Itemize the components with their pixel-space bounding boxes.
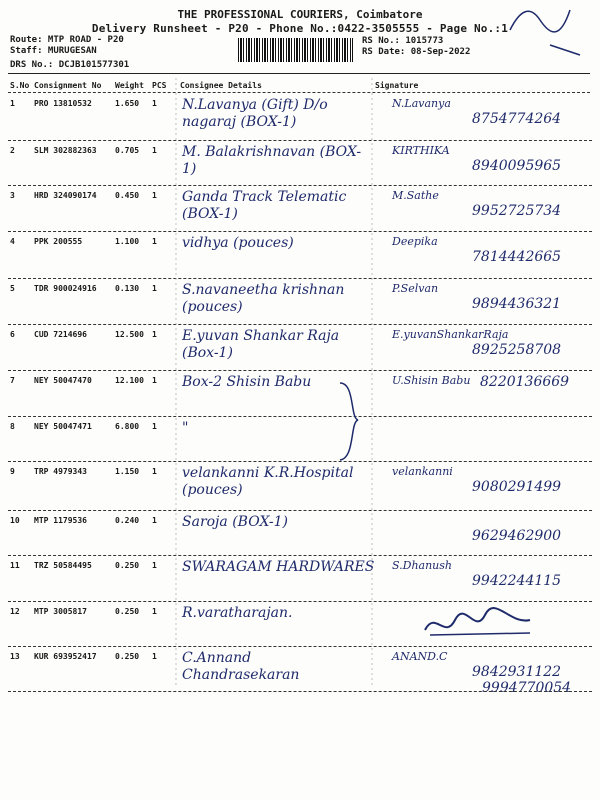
row-phone: 9629462900 — [472, 528, 562, 544]
row-sno: 12 — [10, 607, 20, 616]
col-consignment: Consignment No — [34, 81, 102, 90]
row-consignee-handwritten: N.Lavanya (Gift) D/o nagaraj (BOX-1) — [182, 97, 328, 130]
row-sno: 7 — [10, 376, 15, 385]
row-phone-2: 9994770054 — [482, 680, 572, 696]
row-sno: 1 — [10, 99, 15, 108]
row-consignee-handwritten: M. Balakrishnavan (BOX-1) — [182, 144, 362, 177]
corner-pen-mark — [500, 0, 590, 60]
row-consignment-no: PRO 13810532 — [34, 99, 92, 108]
row-phone: 9080291499 — [472, 479, 562, 495]
row-signature: M.Sathe — [392, 189, 439, 202]
row-pcs: 1 — [152, 607, 157, 616]
row-consignee-handwritten: velankanni K.R.Hospital (pouces) — [182, 465, 354, 498]
row-consignee-handwritten: Ganda Track Telematic (BOX-1) — [182, 189, 347, 222]
row-consignee-handwritten: C.Annand Chandrasekaran — [182, 650, 300, 683]
row-phone: 9952725734 — [472, 203, 562, 219]
row-sno: 11 — [10, 561, 20, 570]
row-phone: 8940095965 — [472, 158, 562, 174]
row-consignee-handwritten: " — [182, 420, 189, 436]
row-consignment-no: KUR 693952417 — [34, 652, 97, 661]
row-pcs: 1 — [152, 330, 157, 339]
row-signature: Deepika — [392, 235, 438, 248]
row-consignment-no: MTP 3005817 — [34, 607, 87, 616]
drs-number: DRS No.: DCJB101577301 — [10, 60, 130, 70]
rs-number: RS No.: 1015773 — [362, 36, 444, 46]
row-phone: 9894436321 — [472, 296, 562, 312]
row-consignment-no: NEY 50047470 — [34, 376, 92, 385]
row-phone: 9942244115 — [472, 573, 562, 589]
row-signature: P.Selvan — [392, 282, 439, 295]
row-pcs: 1 — [152, 146, 157, 155]
row-consignee-handwritten: Saroja (BOX-1) — [182, 514, 289, 530]
row-consignment-no: CUD 7214696 — [34, 330, 87, 339]
row-weight: 6.800 — [115, 422, 140, 431]
row-consignment-no: TDR 900024916 — [34, 284, 97, 293]
row-pcs: 1 — [152, 516, 157, 525]
row-weight: 0.250 — [115, 561, 140, 570]
row-sno: 9 — [10, 467, 15, 476]
signature-scribble-12 — [420, 605, 540, 645]
row-consignment-no: HRD 324090174 — [34, 191, 97, 200]
row-phone: 8925258708 — [472, 342, 562, 358]
row-pcs: 1 — [152, 422, 157, 431]
row-sno: 3 — [10, 191, 15, 200]
row-weight: 0.450 — [115, 191, 140, 200]
company-title: THE PROFESSIONAL COURIERS, Coimbatore — [177, 8, 423, 21]
row-consignment-no: TRP 4979343 — [34, 467, 87, 476]
row-weight: 1.650 — [115, 99, 140, 108]
row-sno: 2 — [10, 146, 15, 155]
row-signature: U.Shisin Babu — [392, 374, 471, 387]
row-consignment-no: PPK 200555 — [34, 237, 83, 246]
row-pcs: 1 — [152, 376, 157, 385]
col-consignee: Consignee Details — [180, 81, 262, 90]
row-signature: velankanni — [392, 465, 453, 478]
col-pcs: PCS — [152, 81, 167, 90]
row-consignee-handwritten: S.navaneetha krishnan (pouces) — [182, 282, 345, 315]
row-sno: 5 — [10, 284, 15, 293]
row-weight: 12.500 — [115, 330, 144, 339]
rs-date: RS Date: 08-Sep-2022 — [362, 47, 471, 57]
row-weight: 0.705 — [115, 146, 140, 155]
row-sno: 4 — [10, 237, 15, 246]
row-phone: 9842931122 — [472, 664, 562, 680]
route-label: Route: MTP ROAD - P20 — [10, 35, 124, 45]
row-weight: 0.250 — [115, 652, 140, 661]
row-pcs: 1 — [152, 191, 157, 200]
row-consignee-handwritten: SWARAGAM HARDWARES — [182, 559, 375, 575]
row-weight: 12.100 — [115, 376, 144, 385]
row-consignment-no: SLM 302882363 — [34, 146, 97, 155]
runsheet-subtitle: Delivery Runsheet - P20 - Phone No.:0422-3505555 - Page No.:1 — [91, 22, 509, 35]
row-consignee-handwritten: R.varatharajan. — [182, 605, 293, 621]
barcode — [238, 38, 353, 62]
col-weight: Weight — [115, 81, 144, 90]
row-pcs: 1 — [152, 284, 157, 293]
row-pcs: 1 — [152, 99, 157, 108]
row-weight: 0.130 — [115, 284, 140, 293]
row-pcs: 1 — [152, 652, 157, 661]
row-consignment-no: NEY 50047471 — [34, 422, 92, 431]
row-phone: 8220136669 — [480, 374, 570, 390]
staff-label: Staff: MURUGESAN — [10, 46, 97, 56]
header-separator — [8, 73, 590, 74]
row-consignee-handwritten: E.yuvan Shankar Raja (Box-1) — [182, 328, 340, 361]
row-weight: 0.250 — [115, 607, 140, 616]
row-signature: E.yuvanShankarRaja — [392, 328, 509, 341]
row-signature: ANAND.C — [392, 650, 448, 663]
bracket-mark — [330, 378, 370, 468]
row-signature: S.Dhanush — [392, 559, 453, 572]
col-signature: Signature — [375, 81, 419, 90]
row-signature: KIRTHIKA — [392, 144, 450, 157]
row-sno: 10 — [10, 516, 20, 525]
row-consignee-handwritten: vidhya (pouces) — [182, 235, 294, 251]
row-sno: 13 — [10, 652, 20, 661]
row-sno: 6 — [10, 330, 15, 339]
row-pcs: 1 — [152, 561, 157, 570]
row-weight: 1.150 — [115, 467, 140, 476]
row-phone: 8754774264 — [472, 111, 562, 127]
col-sno: S.No — [10, 81, 30, 90]
row-consignment-no: MTP 1179536 — [34, 516, 87, 525]
row-pcs: 1 — [152, 467, 157, 476]
row-signature: N.Lavanya — [392, 97, 451, 110]
row-pcs: 1 — [152, 237, 157, 246]
row-consignment-no: TRZ 50584495 — [34, 561, 92, 570]
row-weight: 1.100 — [115, 237, 140, 246]
row-phone: 7814442665 — [472, 249, 562, 265]
row-sno: 8 — [10, 422, 15, 431]
row-consignee-handwritten: Box-2 Shisin Babu — [182, 374, 312, 390]
row-weight: 0.240 — [115, 516, 140, 525]
